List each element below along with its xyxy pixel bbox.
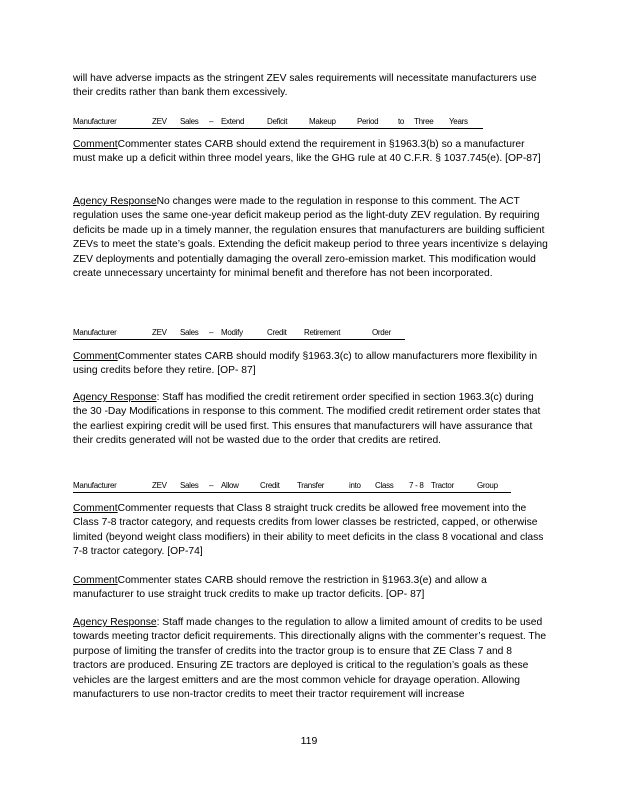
agency-response-label: Agency Response bbox=[73, 392, 157, 403]
heading-word: Retirement bbox=[304, 328, 341, 337]
agency-response-paragraph bbox=[73, 616, 549, 702]
heading-word: Sales bbox=[180, 328, 199, 337]
heading-word: ZEV bbox=[152, 481, 167, 490]
comment-label: Comment bbox=[73, 139, 118, 150]
heading-word: Transfer bbox=[297, 481, 325, 490]
intro-paragraph: will have adverse impacts as the stringent ZEV sales requirements will necessitate manufacturers use their credits rather than bank them excessively. bbox=[73, 73, 537, 99]
heading-word: Manufacturer bbox=[73, 481, 117, 490]
heading-word: Makeup bbox=[309, 117, 336, 126]
heading-word: ZEV bbox=[152, 117, 167, 126]
comment-label: Comment bbox=[73, 351, 118, 362]
agency-response-paragraph bbox=[73, 195, 549, 281]
agency-response-text: No changes were made to the regulation in response to this comment. The ACT regulation uses the same one-year deficit makeup period as the light-duty ZEV regulation. By requiring deficits be made up in a timely manner, the regulation ensures that manufacturers are building sufficient ZEVs to meet the state’s goals. Extending the deficit makeup period to three years incentivize s delaying ZEV deployments and potentially damaging the overall zero-emission market. This modification would create unnecessary uncertainty for minimal benefit and therefore has not been incorporated. bbox=[73, 196, 548, 280]
heading-word: to bbox=[398, 117, 405, 126]
heading-word: Sales bbox=[180, 481, 199, 490]
section-heading-extend-deficit bbox=[73, 116, 483, 129]
comment-label: Comment bbox=[73, 575, 118, 586]
heading-word: – bbox=[209, 117, 214, 126]
agency-response-label: Agency Response bbox=[73, 617, 157, 628]
comment-paragraph bbox=[73, 574, 549, 603]
comment-text: Commenter states CARB should modify §1963.3(c) to allow manufacturers more flexibility in using credits before they retire. [OP- 87] bbox=[73, 351, 538, 377]
heading-word: Period bbox=[357, 117, 379, 126]
heading-word: Credit bbox=[267, 328, 287, 337]
heading-word: Three bbox=[414, 117, 434, 126]
heading-word: Modify bbox=[221, 328, 243, 337]
section-heading-credit-transfer bbox=[73, 480, 511, 493]
heading-word: Tractor bbox=[431, 481, 454, 490]
agency-response-paragraph bbox=[73, 391, 549, 449]
heading-word: Order bbox=[372, 328, 391, 337]
comment-label: Comment bbox=[73, 503, 118, 514]
comment-text: Commenter states CARB should remove the restriction in §1963.3(e) and allow a manufacturer to use straight truck credits to make up tractor deficits. [OP- 87] bbox=[73, 575, 487, 601]
agency-response-label: Agency Response bbox=[73, 196, 157, 207]
agency-response-text: : Staff made changes to the regulation to allow a limited amount of credits to be used towards meeting tractor deficit requirements. This directionally aligns with the commenter’s request. The purpose of limiting the transfer of credits into the tractor group is to ensure that ZE Class 7 and 8 tractors are produced. Ensuring ZE tractors are deployed is critical to the regulation’s goals as these vehicles are the largest emitters and are the most common vehicle for drayage operation. Allowing manufacturers to use non-tractor credits to meet their tractor requirement will increase bbox=[73, 617, 547, 701]
heading-word: Group bbox=[477, 481, 498, 490]
heading-word: Manufacturer bbox=[73, 328, 117, 337]
agency-response-text: : Staff has modified the credit retirement order specified in section 1963.3(c) during the 30 -Day Modifications in response to this comment. The modified credit retirement order states that the earliest expiring credit will be used first. This ensures that manufacturers will have assurance that their credits generated will not be wasted due to the order that credits are retired. bbox=[73, 392, 541, 447]
section-heading-modify-retirement bbox=[73, 327, 405, 340]
heading-word: – bbox=[209, 481, 214, 490]
comment-paragraph bbox=[73, 138, 549, 167]
comment-text: Commenter states CARB should extend the requirement in §1963.3(b) so a manufacturer must make up a deficit within three model years, like the GHG rule at 40 C.F.R. § 1037.745(e). [OP-87] bbox=[73, 139, 541, 165]
heading-word: – bbox=[209, 328, 214, 337]
heading-word: Extend bbox=[221, 117, 245, 126]
heading-word: Deficit bbox=[267, 117, 288, 126]
heading-word: Credit bbox=[260, 481, 280, 490]
heading-word: ZEV bbox=[152, 328, 167, 337]
heading-word: Allow bbox=[221, 481, 239, 490]
comment-paragraph bbox=[73, 502, 549, 560]
heading-word: Sales bbox=[180, 117, 199, 126]
heading-word: 7 - 8 bbox=[409, 481, 424, 490]
heading-word: Manufacturer bbox=[73, 117, 117, 126]
comment-paragraph bbox=[73, 350, 549, 379]
comment-text: Commenter requests that Class 8 straight truck credits be allowed free movement into the Class 7-8 tractor category, and requests credits from lower classes be restricted, capped, or otherwise limited (beyond weight class modifiers) in their ability to meet deficits in the class 8 vocational and class 7-8 tractor category. [OP-74] bbox=[73, 503, 544, 558]
heading-word: Years bbox=[449, 117, 468, 126]
heading-word: Class bbox=[375, 481, 394, 490]
page-number: 119 bbox=[300, 735, 318, 747]
heading-word: into bbox=[349, 481, 361, 490]
